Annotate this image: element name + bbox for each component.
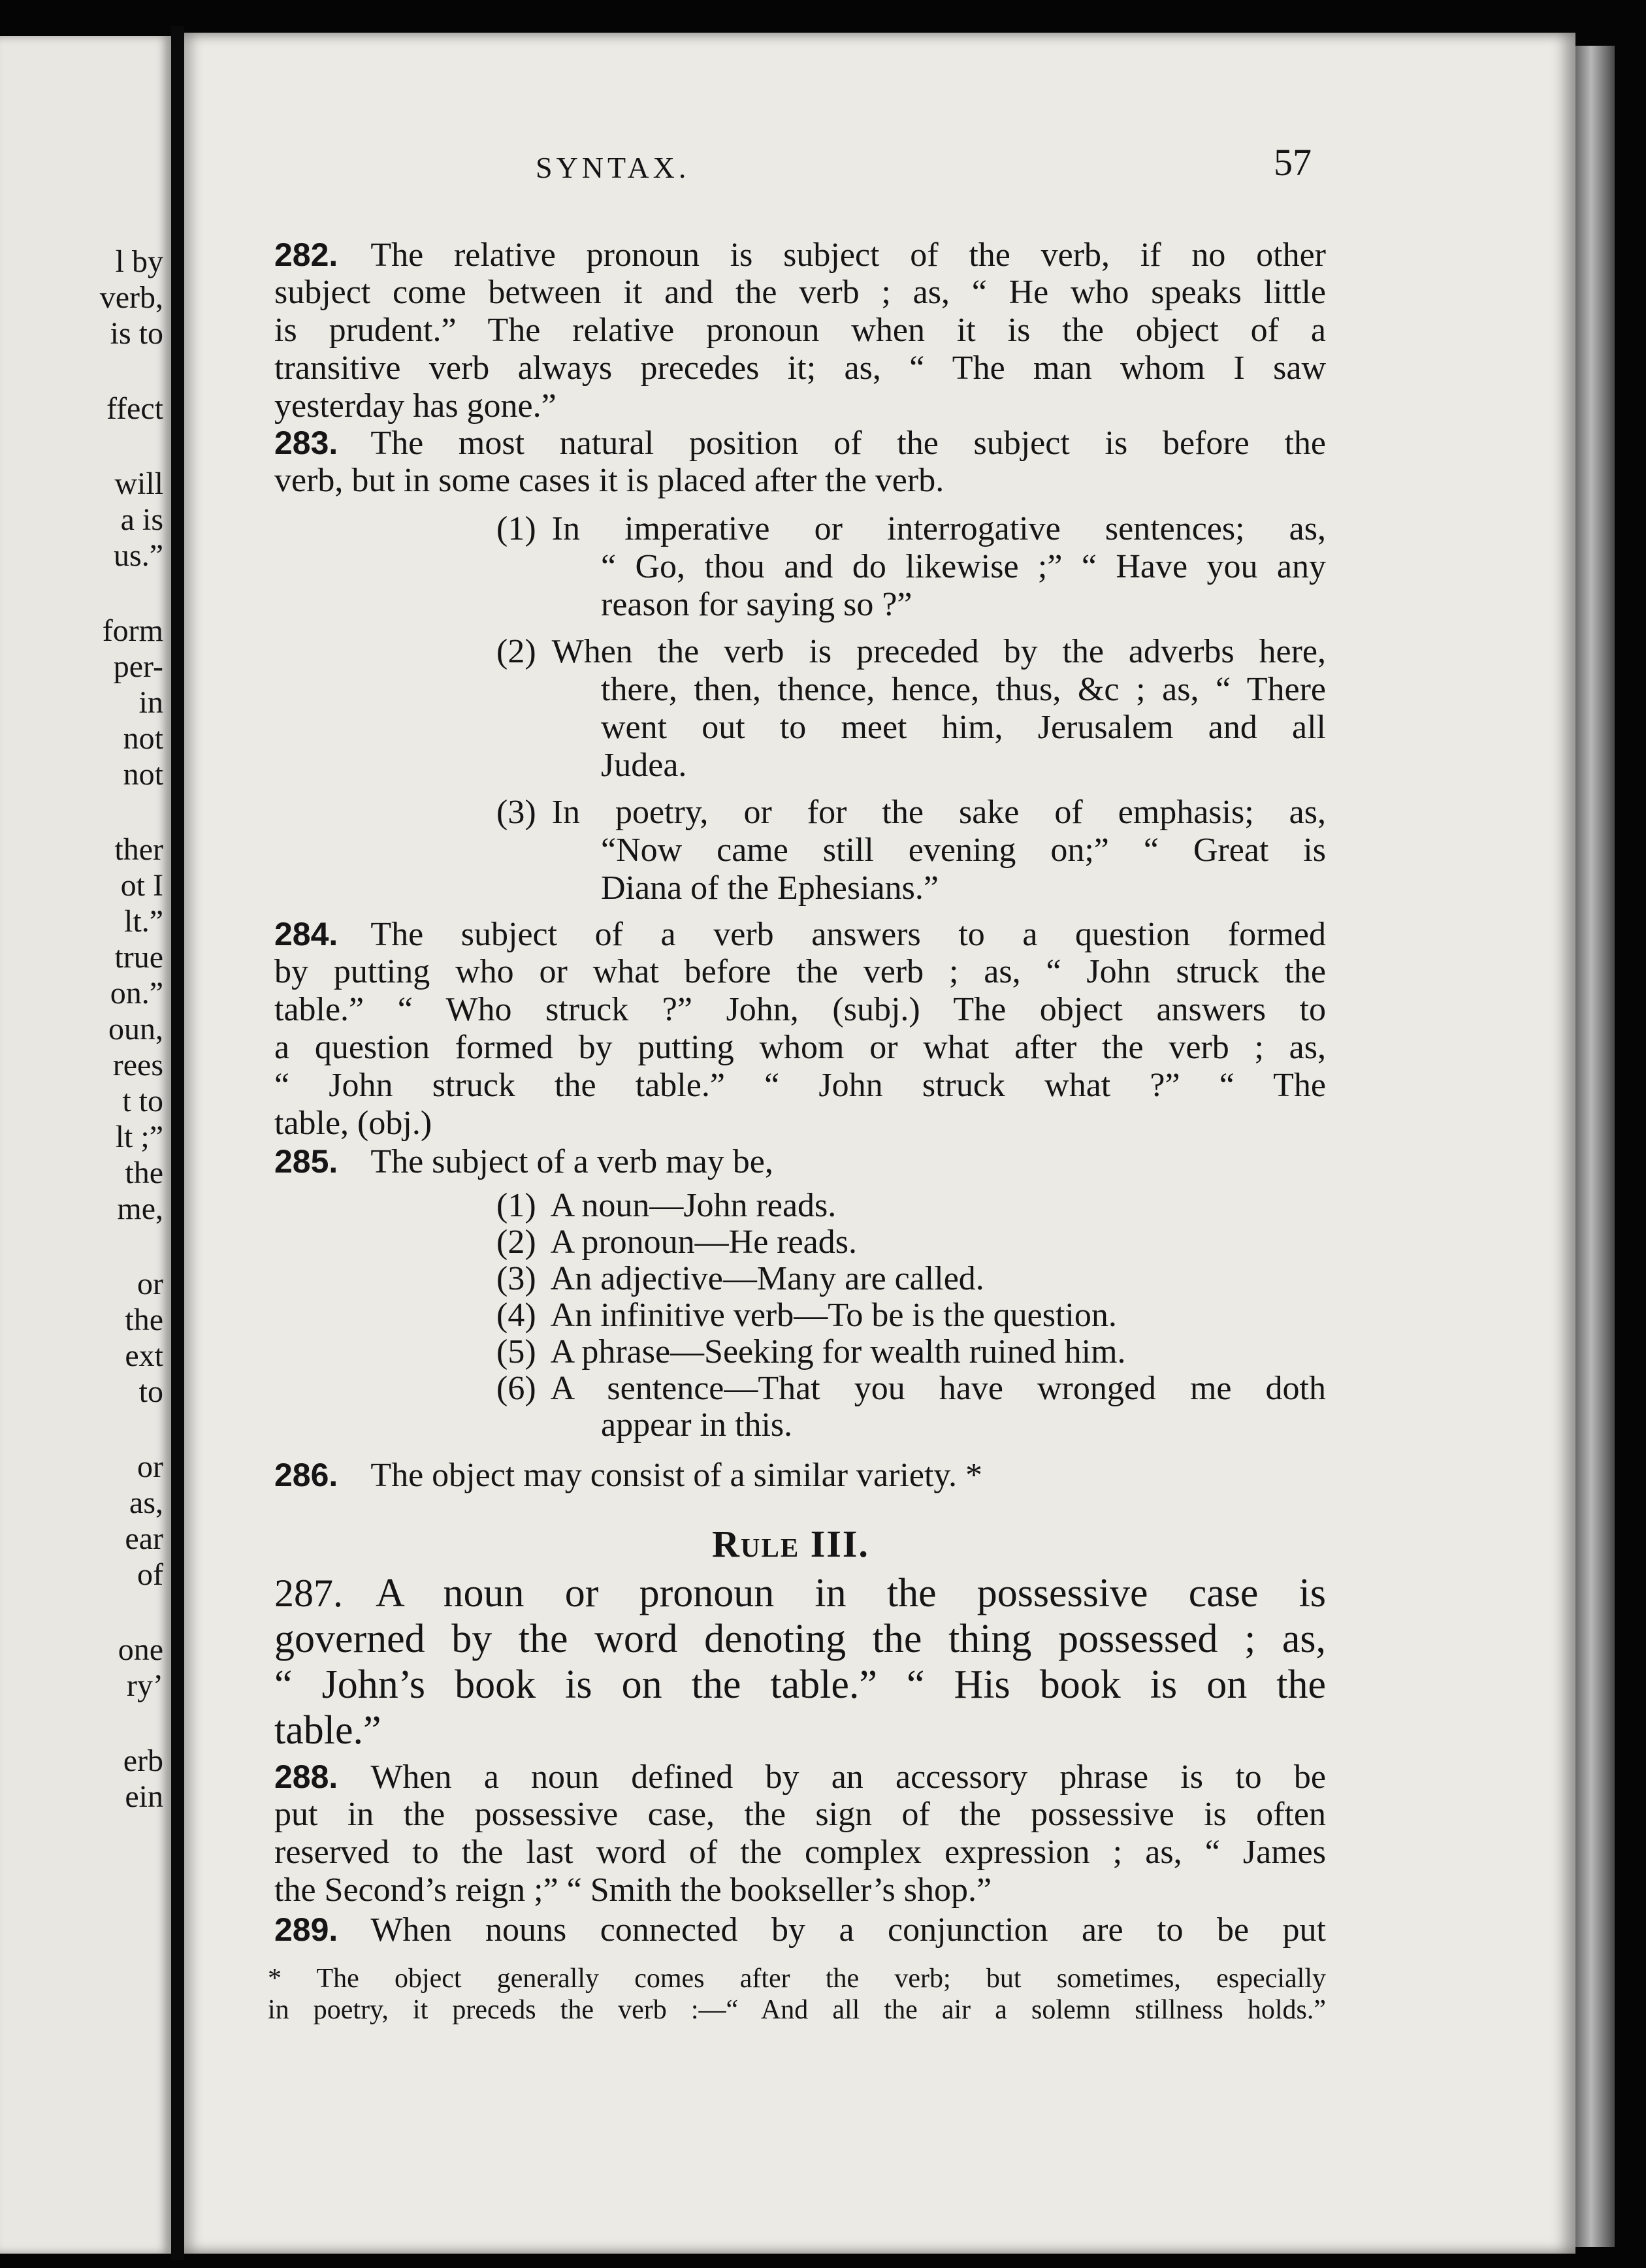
facing-page-text-fragment: the: [125, 1156, 163, 1190]
page-number: 57: [1274, 141, 1312, 184]
facing-page-text-fragment: not: [123, 721, 163, 756]
case-1-line: “ Go, thou and do likewise ;” “ Have you any: [601, 548, 1326, 585]
facing-page-text-fragment: will: [114, 466, 163, 501]
section-number: 284.: [274, 916, 338, 952]
subject-type-item: (6) A sentence—That you have wronged me doth: [496, 1370, 1326, 1407]
facing-page-text-fragment: in: [138, 685, 163, 720]
case-1-line: reason for saying so ?”: [601, 586, 912, 623]
paragraph-288-line: the Second’s reign ;” “ Smith the bookseller’s shop.”: [274, 1871, 992, 1909]
facing-page-text-fragment: erb: [123, 1743, 163, 1778]
footnote-line: * The object generally comes after the verb; but sometimes, especially: [268, 1964, 1326, 1994]
case-2-line: Judea.: [601, 747, 687, 784]
section-number: 289.: [274, 1911, 338, 1948]
case-2-line: there, then, thence, hence, thus, &c ; as, “ There: [601, 671, 1326, 708]
facing-page-text-fragment: or: [137, 1267, 163, 1301]
facing-page-text-fragment: ein: [125, 1779, 163, 1814]
paragraph-284-line: “ John struck the table.” “ John struck what ?” “ The: [274, 1067, 1326, 1104]
paragraph-287-line: governed by the word denoting the thing possessed ; as,: [274, 1617, 1326, 1661]
paragraph-282-line: 282. The relative pronoun is subject of the verb, if no other: [274, 236, 1326, 274]
subject-type-item: (5) A phrase—Seeking for wealth ruined him.: [496, 1333, 1126, 1370]
paragraph-282-line: yesterday has gone.”: [274, 387, 557, 425]
facing-page-text-fragment: lt ;”: [115, 1120, 163, 1154]
facing-page-text-fragment: on.”: [110, 976, 163, 1011]
subject-type-item: (4) An infinitive verb—To be is the question.: [496, 1297, 1117, 1334]
page-edge-stack: [1575, 46, 1615, 2247]
facing-page-text-fragment: ot I: [120, 868, 163, 903]
facing-page-text-fragment: ffect: [106, 391, 163, 426]
paragraph-287-line: “ John’s book is on the table.” “ His book is on the: [274, 1662, 1326, 1707]
footnote-line: in poetry, it preceds the verb :—“ And all the air a solemn stillness holds.”: [268, 1995, 1326, 2025]
case-2-line: went out to meet him, Jerusalem and all: [601, 709, 1326, 746]
facing-page-text-fragment: the: [125, 1303, 163, 1337]
paragraph-288-line: put in the possessive case, the sign of the possessive is often: [274, 1796, 1326, 1833]
paragraph-286: 286. The object may consist of a similar variety. *: [274, 1457, 983, 1494]
paragraph-287-line: table.”: [274, 1708, 381, 1753]
case-3-line: (3) In poetry, or for the sake of emphasis; as,: [496, 794, 1326, 831]
facing-page-text-fragment: ry’: [127, 1668, 163, 1703]
facing-page-text-fragment: verb,: [99, 280, 163, 315]
paragraph-289: 289. When nouns connected by a conjunction are to be put: [274, 1911, 1326, 1949]
section-number: 283.: [274, 425, 338, 461]
paragraph-282-line: subject come between it and the verb ; as, “ He who speaks little: [274, 274, 1326, 311]
facing-page-text-fragment: oun,: [108, 1012, 163, 1046]
book-gutter: [171, 26, 184, 2260]
paragraph-284-line: table.” “ Who struck ?” John, (subj.) The object answers to: [274, 991, 1326, 1028]
section-number: 285.: [274, 1143, 338, 1180]
paragraph-284-line: table, (obj.): [274, 1105, 432, 1142]
subject-type-item: (1) A noun—John reads.: [496, 1187, 837, 1224]
case-3-line: Diana of the Ephesians.”: [601, 869, 939, 907]
facing-page-text-fragment: is to: [110, 316, 163, 351]
facing-page-text-fragment: us.”: [114, 538, 163, 573]
paragraph-288-line: reserved to the last word of the complex expression ; as, “ James: [274, 1834, 1326, 1871]
facing-page-text-fragment: l by: [115, 244, 163, 279]
facing-page-text-fragment: ext: [125, 1338, 163, 1373]
facing-page-text-fragment: lt.”: [124, 904, 163, 939]
facing-page-text-fragment: a is: [120, 502, 163, 537]
case-1-line: (1) In imperative or interrogative sentences; as,: [496, 510, 1326, 547]
case-2-line: (2) When the verb is preceded by the adverbs here,: [496, 633, 1326, 670]
facing-page-text-fragment: ther: [114, 832, 163, 867]
paragraph-282-line: is prudent.” The relative pronoun when it is the object of a: [274, 312, 1326, 349]
section-number: 287.: [274, 1572, 343, 1615]
facing-page-text-fragment: t to: [122, 1084, 163, 1118]
facing-page-text-fragment: form: [102, 613, 163, 648]
facing-page-text-fragment: not: [123, 757, 163, 792]
facing-page-text-fragment: one: [118, 1632, 163, 1667]
rule-heading: Rule III.: [712, 1523, 869, 1565]
subject-type-item-continued: appear in this.: [601, 1406, 793, 1444]
facing-page-text-fragment: me,: [117, 1191, 163, 1226]
facing-page-text-fragment: true: [114, 940, 163, 975]
facing-page-text-fragment: ear: [125, 1521, 163, 1556]
case-3-line: “Now came still evening on;” “ Great is: [601, 832, 1326, 869]
paragraph-285-intro: 285. The subject of a verb may be,: [274, 1143, 773, 1180]
section-number: 288.: [274, 1758, 338, 1795]
facing-page-text-fragment: of: [137, 1557, 163, 1592]
paragraph-284-line: by putting who or what before the verb ; as, “ John struck the: [274, 953, 1326, 990]
paragraph-283-line: 283. The most natural position of the subject is before the: [274, 425, 1326, 462]
paragraph-282-line: transitive verb always precedes it; as, “ The man whom I saw: [274, 349, 1326, 387]
paragraph-283-line: verb, but in some cases it is placed after the verb.: [274, 462, 944, 499]
facing-page-text-fragment: or: [137, 1450, 163, 1484]
paragraph-284-line: a question formed by putting whom or what after the verb ; as,: [274, 1029, 1326, 1066]
subject-type-item: (2) A pronoun—He reads.: [496, 1223, 857, 1261]
paragraph-288-line: 288. When a noun defined by an accessory phrase is to be: [274, 1758, 1326, 1796]
facing-page-text-fragment: to: [138, 1374, 163, 1409]
section-number: 282.: [274, 236, 338, 273]
paragraph-284-line: 284. The subject of a verb answers to a question formed: [274, 916, 1326, 953]
subject-type-item: (3) An adjective—Many are called.: [496, 1260, 984, 1297]
facing-page-text-fragment: per-: [113, 649, 163, 684]
section-number: 286.: [274, 1457, 338, 1493]
paragraph-287-line: 287. A noun or pronoun in the possessive case is: [274, 1571, 1326, 1615]
facing-page-text-fragment: rees: [112, 1048, 163, 1082]
running-head: SYNTAX.: [536, 151, 690, 184]
facing-page-text-fragment: as,: [129, 1485, 163, 1520]
